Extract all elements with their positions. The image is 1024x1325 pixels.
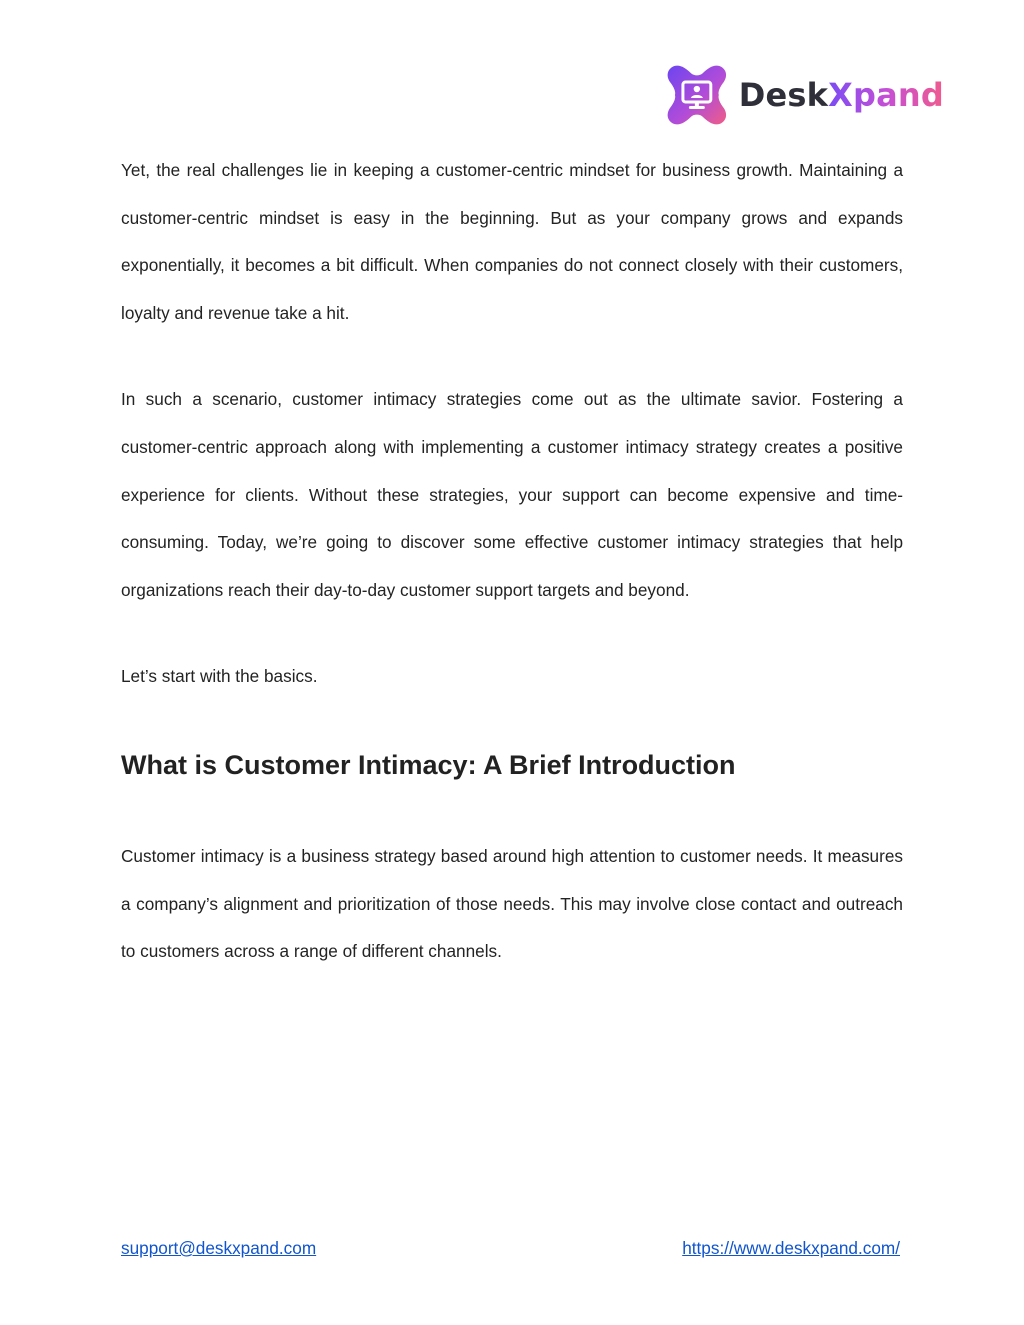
page-footer (121, 1238, 903, 1264)
monitor-user-icon (664, 62, 730, 128)
paragraph-basics: Let’s start with the basics. (121, 666, 318, 687)
support-email-link[interactable]: support@deskxpand.com (121, 1238, 317, 1258)
section-heading: What is Customer Intimacy: A Brief Introduction (121, 749, 736, 780)
brand-wordmark (738, 76, 944, 114)
brand-logo (664, 60, 944, 130)
brand-name-xpand: Xpand (828, 76, 944, 114)
brand-name-desk: Desk (738, 76, 829, 114)
document-body (121, 147, 903, 976)
paragraph-scenario: In such a scenario, customer intimacy strategies come out as the ultimate savior. Fostering a customer-centric approach along with implementing a customer intimacy strategy creates a positive experience for clients. Without these strategies, your support can become expensive and time-consuming. Today, we’re going to discover some effective customer intimacy strategies that help organizations reach their day-to-day customer support targets and beyond. (121, 389, 903, 600)
website-link[interactable]: https://www.deskxpand.com/ (682, 1238, 900, 1258)
paragraph-definition: Customer intimacy is a business strategy based around high attention to customer needs. It measures a company’s alignment and prioritization of those needs. This may involve close contact and outreach to customers across a range of different channels. (121, 845, 903, 962)
paragraph-intro: Yet, the real challenges lie in keeping a customer-centric mindset for business growth. Maintaining a customer-centric mindset is easy in the beginning. But as your company grows and expands exponentially, it becomes a bit difficult. When companies do not connect closely with their customers, loyalty and revenue take a hit. (121, 160, 903, 323)
